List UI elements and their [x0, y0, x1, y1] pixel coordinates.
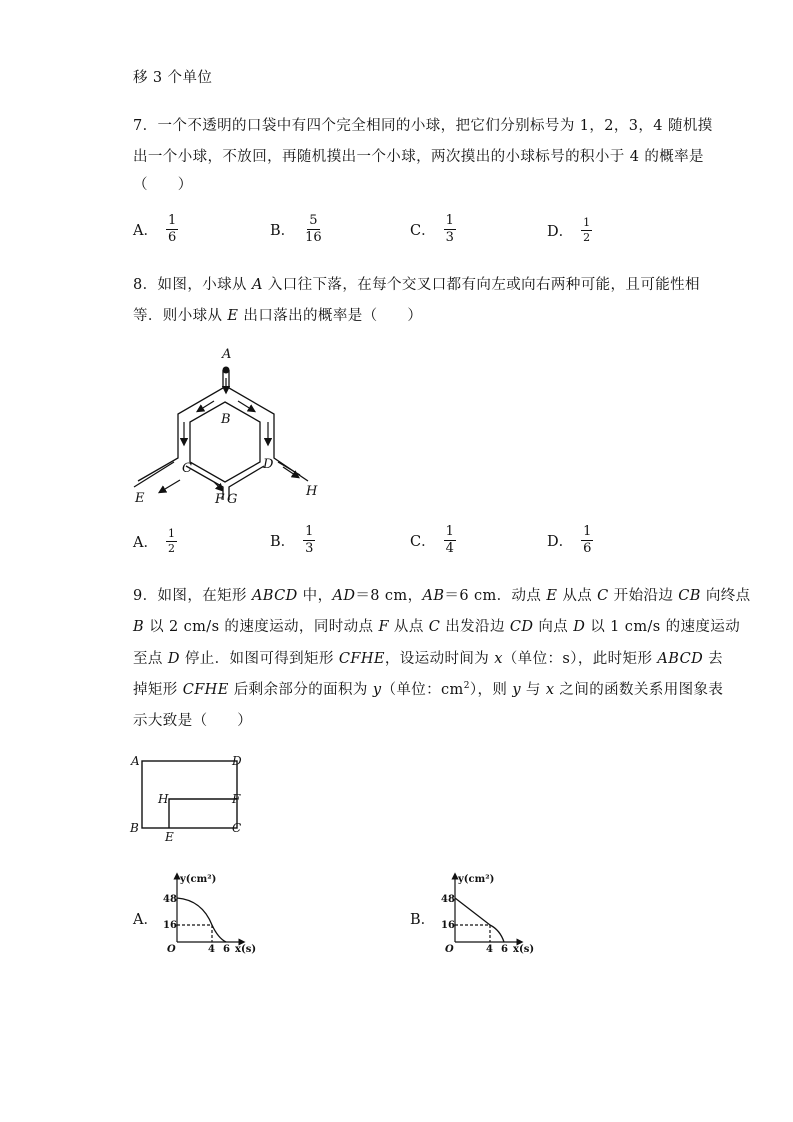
- y-axis-label: y(cm²): [180, 874, 217, 885]
- label-A: A: [222, 347, 232, 362]
- q9-stem-line-2: B 以 2 cm/s 的速度运动，同时动点 F 从点 C 出发沿边 CD 向点 D 以 1 cm/s 的速度运动: [133, 619, 741, 635]
- y-axis-label: y(cm²): [458, 874, 495, 885]
- label-A: A: [131, 754, 140, 768]
- q8-stem-line-2: 等．则小球从 E 出口落出的概率是（ ）: [133, 308, 423, 324]
- label-D: D: [263, 457, 274, 472]
- q9-stem-line-4: 掉矩形 CFHE 后剩余部分的面积为 y（单位：$cm^2$），则 y 与 x 之间的函数关系用图象表: [133, 681, 724, 698]
- label-H: H: [158, 792, 169, 806]
- q9-option-b-graph: [438, 868, 538, 958]
- x-tick-6: 6: [501, 944, 508, 955]
- fraction: $\frac{1}{2}$: [583, 216, 591, 245]
- label-C: C: [182, 461, 192, 476]
- previous-answer-tail: 移 3 个单位: [133, 70, 213, 86]
- x-tick-4: 4: [208, 944, 215, 955]
- fraction: $\frac{1}{2}$: [167, 527, 175, 556]
- q7-stem-line-2: 出一个小球，不放回，再随机摸出一个小球，两次摸出的小球标号的积小于 4 的概率是: [133, 149, 704, 165]
- q7-option-a[interactable]: A． $\frac{1}{6}$: [133, 213, 177, 246]
- y-tick-16: 16: [441, 920, 455, 931]
- q8-option-d[interactable]: D． $\frac{1}{6}$: [547, 524, 592, 557]
- label-G: G: [227, 492, 238, 507]
- fraction: $\frac{1}{6}$: [167, 213, 177, 246]
- q8-stem-line-1: 8．如图，小球从 A 入口往下落，在每个交叉口都有向左或向右两种可能，且可能性相: [133, 277, 700, 293]
- label-F: F: [232, 792, 241, 806]
- q8-option-a[interactable]: A． $\frac{1}{2}$: [133, 527, 175, 556]
- fraction: $\frac{1}{3}$: [445, 213, 454, 246]
- x-tick-6: 6: [223, 944, 230, 955]
- q8-option-b[interactable]: B． $\frac{1}{3}$: [270, 524, 314, 557]
- origin-label: O: [445, 944, 454, 955]
- fraction: $\frac{1}{6}$: [583, 524, 592, 557]
- q8-option-c[interactable]: C． $\frac{1}{4}$: [410, 524, 454, 557]
- label-D: D: [232, 754, 242, 768]
- q7-stem-line-1: 7．一个不透明的口袋中有四个完全相同的小球，把它们分别标号为 1，2，3，4 随机摸: [133, 118, 713, 134]
- q9-rectangle-figure: [128, 752, 258, 844]
- label-F: F: [215, 492, 225, 507]
- y-tick-48: 48: [163, 894, 177, 905]
- q7-option-d[interactable]: D． $\frac{1}{2}$: [547, 216, 591, 245]
- label-H: H: [306, 484, 318, 499]
- q9-stem-line-1: 9．如图，在矩形 ABCD 中，AD＝8 cm，AB＝6 cm．动点 E 从点 C 开始沿边 CB 向终点: [133, 588, 751, 604]
- label-E: E: [135, 491, 145, 506]
- fraction: $\frac{1}{3}$: [305, 524, 314, 557]
- q8-hexagon-figure: [130, 340, 330, 510]
- origin-label: O: [167, 944, 176, 955]
- q7-option-b[interactable]: B． $\frac{5}{16}$: [270, 213, 322, 246]
- y-tick-48: 48: [441, 894, 455, 905]
- x-tick-4: 4: [486, 944, 493, 955]
- q7-stem-line-3: （ ）: [133, 177, 193, 193]
- label-C: C: [232, 821, 242, 835]
- q9-stem-line-5: 示大致是（ ）: [133, 713, 253, 729]
- q9-option-b[interactable]: B．: [410, 912, 436, 928]
- fraction: $\frac{5}{16}$: [305, 213, 322, 246]
- q9-stem-line-3: 至点 D 停止．如图可得到矩形 CFHE，设运动时间为 x（单位：s），此时矩形 ABCD 去: [133, 651, 724, 667]
- fraction: $\frac{1}{4}$: [445, 524, 454, 557]
- label-B: B: [221, 412, 231, 427]
- label-E: E: [165, 830, 174, 844]
- y-tick-16: 16: [163, 920, 177, 931]
- x-axis-label: x(s): [235, 944, 257, 955]
- x-axis-label: x(s): [513, 944, 535, 955]
- q9-option-a[interactable]: A．: [133, 912, 158, 928]
- q9-option-a-graph: [160, 868, 260, 958]
- q7-option-c[interactable]: C． $\frac{1}{3}$: [410, 213, 454, 246]
- label-B: B: [130, 821, 139, 835]
